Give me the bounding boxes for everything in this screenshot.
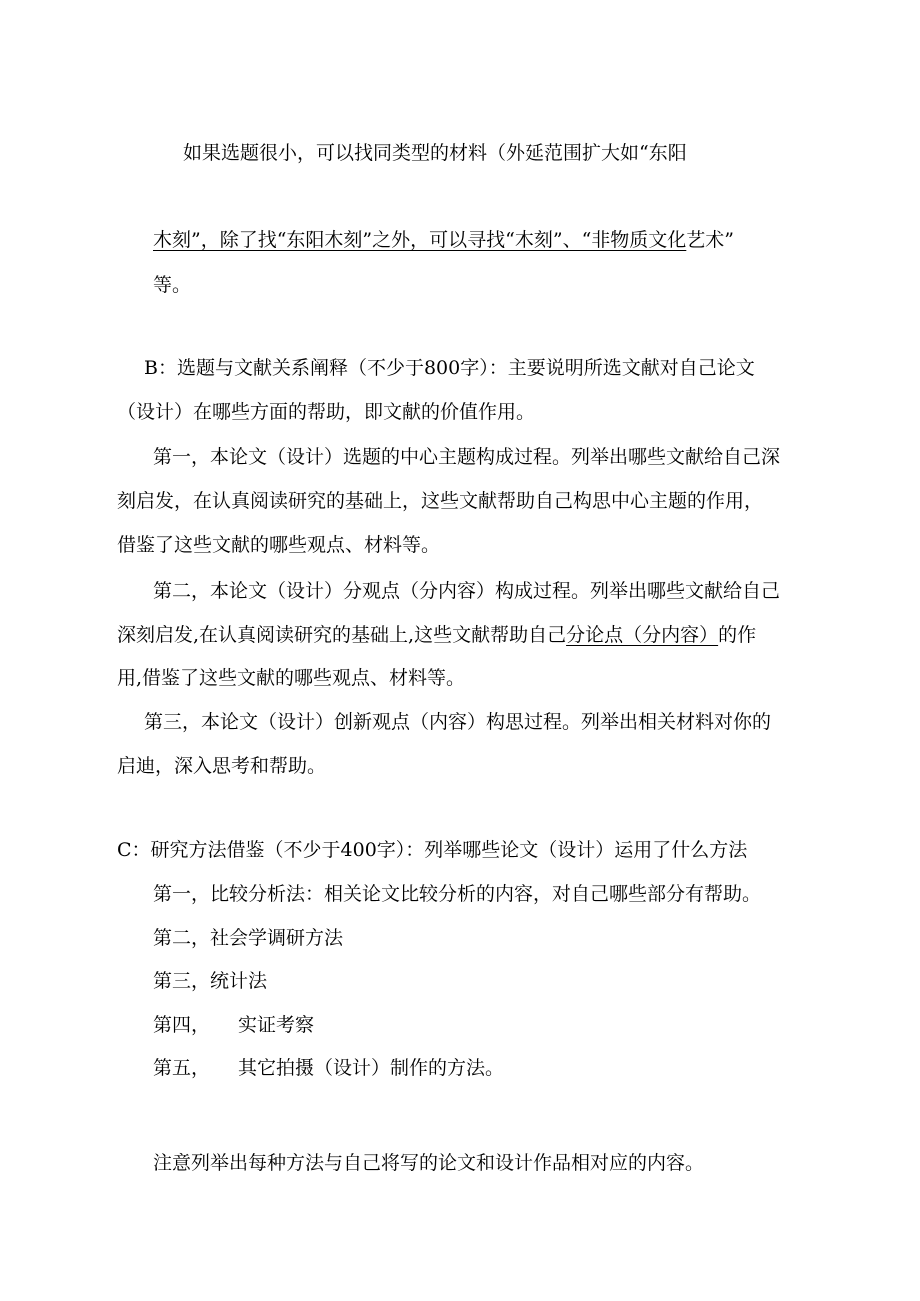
section-b-p2-line-3: 用,借鉴了这些文献的哪些观点、材料等。: [117, 667, 466, 689]
intro-line-2-rest: 艺术”: [686, 229, 735, 251]
section-c-item-4-text: 实证考察: [238, 1014, 315, 1036]
section-c-item-5-text: 其它拍摄（设计）制作的方法。: [238, 1057, 505, 1079]
section-c-item-5-label: 第五，: [153, 1057, 211, 1079]
section-b-heading-line-2: （设计）在哪些方面的帮助，即文献的价值作用。: [117, 401, 536, 423]
section-b-p2-line-2-before: 深刻启发,在认真阅读研究的基础上,这些文献帮助自己: [117, 624, 567, 646]
section-b-heading-line-1: B：选题与文献关系阐释（不少于800字）：主要说明所选文献对自己论文: [144, 357, 755, 379]
section-b-p2-line-2-after: 的作: [718, 624, 757, 646]
intro-line-1: 如果选题很小，可以找同类型的材料（外延范围扩大如“东阳: [183, 142, 687, 164]
section-c-item-4-label: 第四，: [153, 1014, 211, 1036]
section-b-p1-line-1: 第一，本论文（设计）选题的中心主题构成过程。列举出哪些文献给自己深: [153, 446, 781, 468]
section-b-p2-line-1: 第二，本论文（设计）分观点（分内容）构成过程。列举出哪些文献给自己: [153, 580, 781, 602]
intro-line-3: 等。: [153, 274, 192, 296]
intro-line-2-underlined: 木刻”，除了找“东阳木刻”之外，可以寻找“木刻”、“非物质文化: [153, 229, 687, 251]
section-b-p3-line-2: 启迪，深入思考和帮助。: [117, 755, 327, 777]
closing-note: 注意列举出每种方法与自己将写的论文和设计作品相对应的内容。: [153, 1152, 705, 1174]
section-c-item-1: 第一，比较分析法：相关论文比较分析的内容，对自己哪些部分有帮助。: [153, 883, 762, 905]
section-b-p3-line-1: 第三，本论文（设计）创新观点（内容）构思过程。列举出相关材料对你的: [144, 711, 772, 733]
section-b-p2-underlined: 分论点（分内容）: [566, 624, 719, 646]
section-c-heading: C：研究方法借鉴（不少于400字）：列举哪些论文（设计）运用了什么方法: [117, 839, 748, 861]
intro-line-2: [153, 227, 734, 253]
section-c-item-3: 第三，统计法: [153, 970, 268, 992]
section-c-item-2: 第二，社会学调研方法: [153, 927, 344, 949]
section-b-p1-line-3: 借鉴了这些文献的哪些观点、材料等。: [117, 534, 441, 556]
section-b-p1-line-2: 刻启发，在认真阅读研究的基础上，这些文献帮助自己构思中心主题的作用，: [117, 490, 764, 512]
section-b-p2-line-2: [117, 622, 756, 648]
section-c-item-4: [153, 1012, 314, 1038]
section-c-item-5: [153, 1055, 504, 1081]
